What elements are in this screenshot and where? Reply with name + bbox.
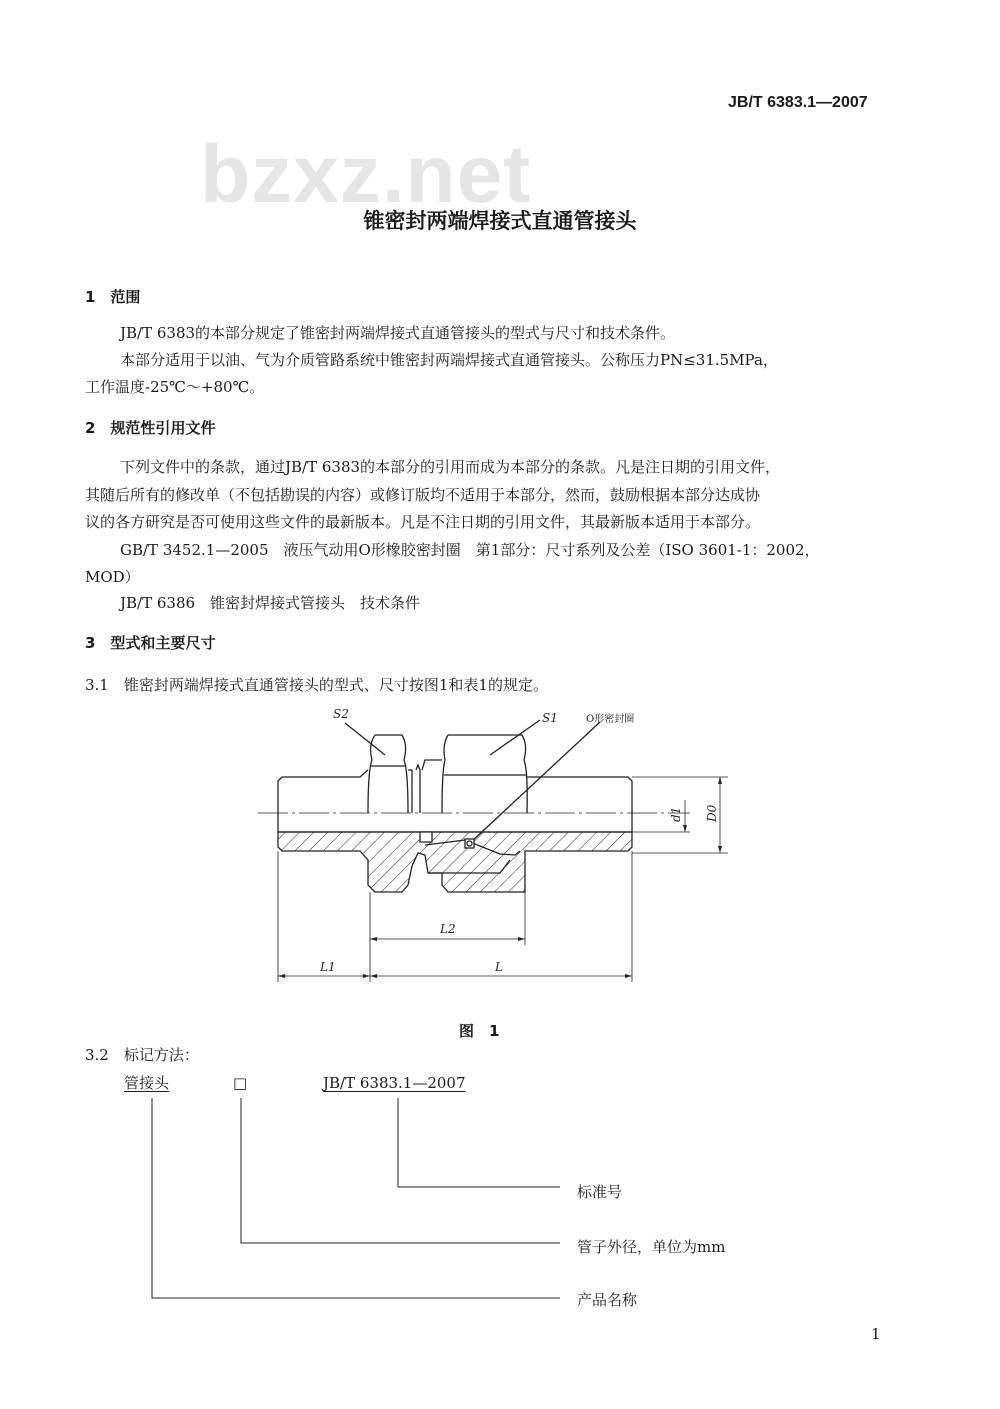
clause-3-1: 3.1 锥密封两端焊接式直通管接头的型式、尺寸按图1和表1的规定。 <box>85 676 548 694</box>
section-3-heading: 3 型式和主要尺寸 <box>85 634 216 652</box>
label-l: L <box>495 960 503 974</box>
label-s2: S2 <box>333 707 349 721</box>
pipe-diameter-label: 管子外径，单位为mm <box>577 1238 726 1256</box>
watermark: bzxz.net <box>200 129 532 220</box>
reference: JB/T 6386 锥密封焊接式管接头 技术条件 <box>120 594 421 612</box>
paragraph: 本部分适用于以油、气为介质管路系统中锥密封两端焊接式直通管接头。公称压力PN≤31.5MPa， <box>120 351 778 369</box>
reference: GB/T 3452.1—2005 液压气动用O形橡胶密封圈 第1部分：尺寸系列及公差（ISO 3601-1：2002， <box>120 541 820 559</box>
label-d0: D0 <box>705 804 719 822</box>
clause-3-2: 3.2 标记方法： <box>85 1046 199 1064</box>
page-number: 1 <box>871 1325 881 1343</box>
label-o-ring: O形密封圈 <box>586 714 635 725</box>
label-l1: L1 <box>320 960 336 974</box>
paragraph: 议的各方研究是否可使用这些文件的最新版本。凡是不注日期的引用文件，其最新版本适用于本部分。 <box>85 513 761 531</box>
paragraph: JB/T 6383的本部分规定了锥密封两端焊接式直通管接头的型式与尺寸和技术条件。 <box>120 324 676 342</box>
standard-number-label: 标准号 <box>577 1183 623 1201</box>
product-name-label: 产品名称 <box>577 1291 638 1309</box>
marking-box: □ <box>233 1074 248 1092</box>
paragraph: 工作温度-25℃～+80℃。 <box>85 378 265 396</box>
section-2-heading: 2 规范性引用文件 <box>85 419 216 437</box>
page-title: 锥密封两端焊接式直通管接头 <box>363 209 637 233</box>
paragraph: 其随后所有的修改单（不包括勘误的内容）或修订版均不适用于本部分，然而，鼓励根据本部分达成协 <box>85 486 761 504</box>
paragraph: 下列文件中的条款，通过JB/T 6383的本部分的引用而成为本部分的条款。凡是注日期的引用文件， <box>120 458 781 476</box>
label-l2: L2 <box>440 922 456 936</box>
marking-name: 管接头 <box>124 1074 170 1092</box>
figure-caption: 图 1 <box>459 1022 500 1040</box>
standard-number: JB/T 6383.1—2007 <box>728 94 868 111</box>
label-d1: d1 <box>669 806 683 822</box>
reference: MOD） <box>85 568 140 586</box>
label-s1: S1 <box>542 711 558 725</box>
marking-standard: JB/T 6383.1—2007 <box>323 1074 466 1092</box>
section-1-heading: 1 范围 <box>85 288 141 306</box>
